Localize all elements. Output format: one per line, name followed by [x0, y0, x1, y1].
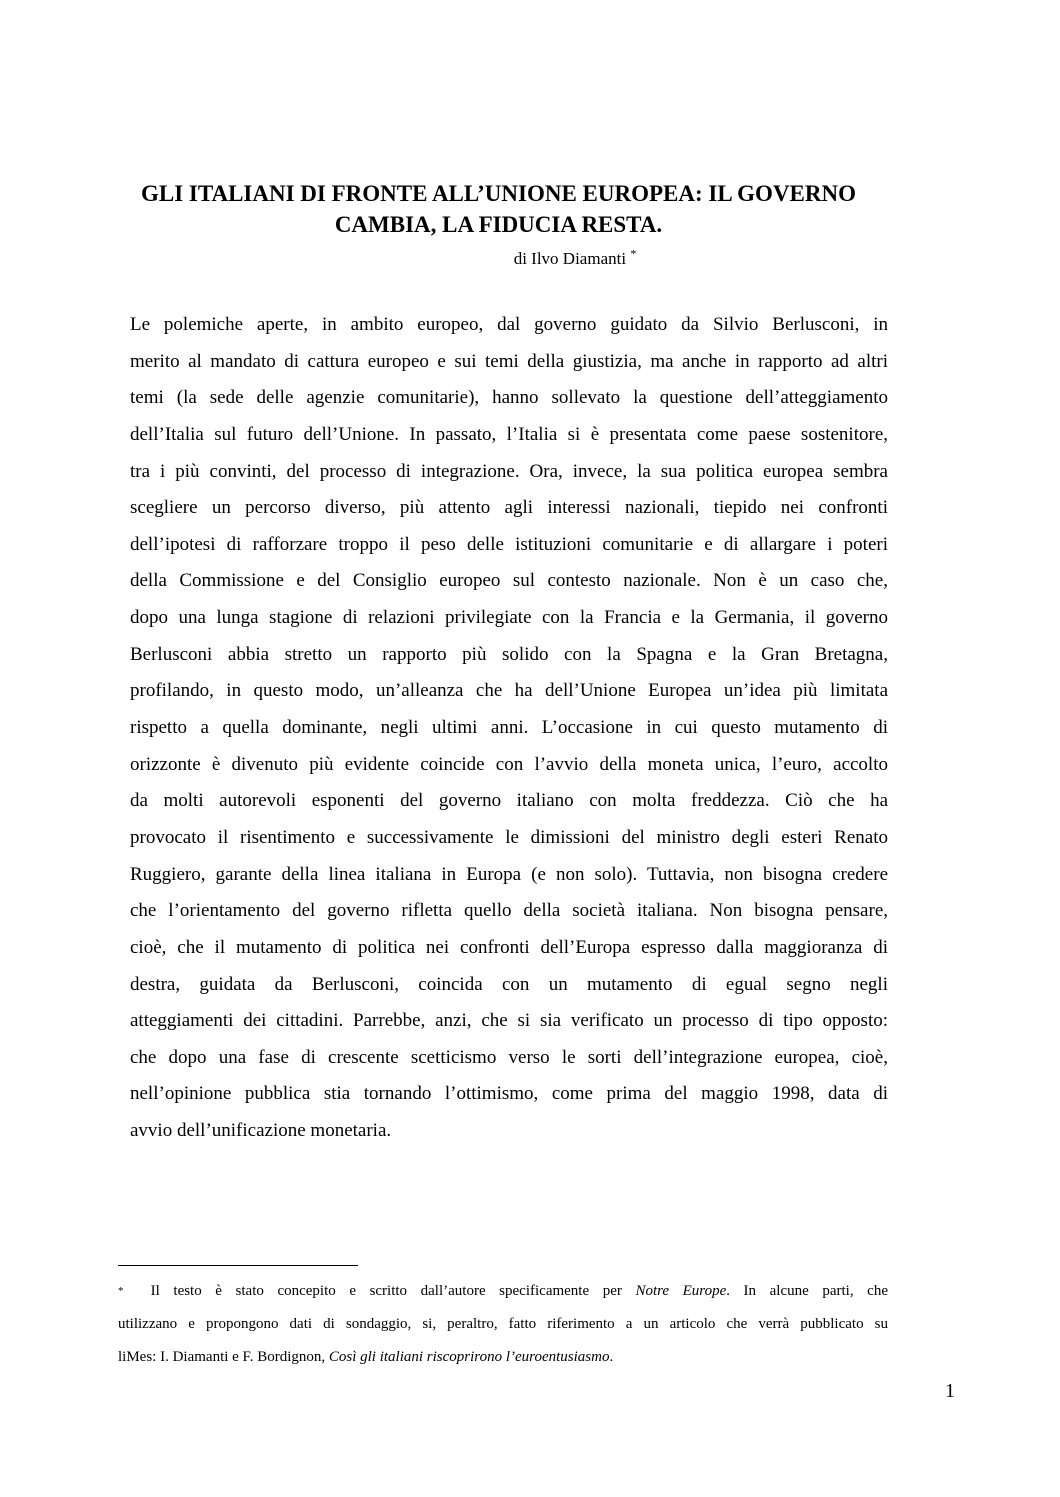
author-byline — [0, 240, 1060, 266]
footnote-text: . — [609, 1349, 614, 1365]
footnote-marker: * — [630, 246, 637, 260]
body-line: cioè, che il mutamento di politica nei confronti dell’Europa espresso dalla maggioranza di — [130, 936, 888, 958]
document-title-line-2: CAMBIA, LA FIDUCIA RESTA. — [334, 212, 663, 237]
body-line: della Commissione e del Consiglio europeo sul contesto nazionale. Non è un caso che, — [130, 570, 888, 592]
footnote-text: Il testo è stato concepito e scritto dall’autore specificamente per — [150, 1283, 622, 1299]
footnote-line: utilizzano e propongono dati di sondaggio, si, peraltro, fatto riferimento a un articolo che verrà pubblicato su — [118, 1316, 888, 1332]
author-name: di Ilvo Diamanti — [513, 248, 627, 268]
body-line: rispetto a quella dominante, negli ultimi anni. L’occasione in cui questo mutamento di — [130, 717, 888, 739]
body-line: nell’opinione pubblica stia tornando l’ottimismo, come prima del maggio 1998, data di — [130, 1083, 888, 1105]
footnote-text: liMes: I. Diamanti e F. Bordignon, — [118, 1349, 326, 1365]
body-line: dopo una lunga stagione di relazioni privilegiate con la Francia e la Germania, il governo — [130, 607, 888, 629]
body-line: dell’Italia sul futuro dell’Unione. In passato, l’Italia si è presentata come paese sostenitore, — [130, 423, 888, 445]
body-line: tra i più convinti, del processo di integrazione. Ora, invece, la sua politica europea sembra — [130, 460, 888, 482]
body-line: che l’orientamento del governo rifletta quello della società italiana. Non bisogna pensare, — [130, 900, 888, 922]
footnote-divider — [118, 1265, 358, 1266]
body-line: scegliere un percorso diverso, più attento agli interessi nazionali, tiepido nei confronti — [130, 497, 888, 519]
body-line: merito al mandato di cattura europeo e sui temi della giustizia, ma anche in rapporto ad altri — [130, 350, 888, 372]
body-line: profilando, in questo modo, un’alleanza che ha dell’Unione Europea un’idea più limitata — [130, 680, 888, 702]
body-line: orizzonte è divenuto più evidente coincide con l’avvio della moneta unica, l’euro, accolto — [130, 753, 888, 775]
body-line: Le polemiche aperte, in ambito europeo, dal governo guidato da Silvio Berlusconi, in — [130, 314, 888, 335]
body-text — [130, 307, 888, 1150]
footnote-italic: Così gli italiani riscoprirono l’euroentusiasmo — [328, 1349, 610, 1365]
body-line: Ruggiero, garante della linea italiana in Europa (e non solo). Tuttavia, non bisogna credere — [130, 863, 888, 885]
body-line: provocato il risentimento e successivamente le dimissioni del ministro degli esteri Renato — [130, 826, 888, 848]
footnote-italic: Notre Europe — [635, 1283, 727, 1299]
page-number: 1 — [945, 1380, 955, 1402]
footnote-text: . In alcune parti, che — [726, 1283, 888, 1299]
body-line: avvio dell’unificazione monetaria. — [130, 1120, 392, 1142]
document-header — [0, 178, 1060, 266]
footnote-mark: * — [118, 1285, 124, 1297]
body-line: temi (la sede delle agenzie comunitarie), hanno sollevato la questione dell’atteggiamento — [130, 387, 888, 409]
body-line: che dopo una fase di crescente scetticismo verso le sorti dell’integrazione europea, cioè, — [130, 1046, 888, 1068]
footnote — [118, 1275, 888, 1374]
body-line: dell’ipotesi di rafforzare troppo il peso delle istituzioni comunitarie e di allargare i poteri — [130, 533, 888, 555]
body-line: destra, guidata da Berlusconi, coincida con un mutamento di egual segno negli — [130, 973, 888, 995]
body-line: Berlusconi abbia stretto un rapporto più solido con la Spagna e la Gran Bretagna, — [130, 643, 888, 665]
body-line: atteggiamenti dei cittadini. Parrebbe, anzi, che si sia verificato un processo di tipo opposto: — [130, 1010, 888, 1032]
document-title-line-1: GLI ITALIANI DI FRONTE ALL’UNIONE EUROPEA: IL GOVERNO — [140, 181, 857, 206]
body-line: da molti autorevoli esponenti del governo italiano con molta freddezza. Ciò che ha — [130, 790, 888, 812]
